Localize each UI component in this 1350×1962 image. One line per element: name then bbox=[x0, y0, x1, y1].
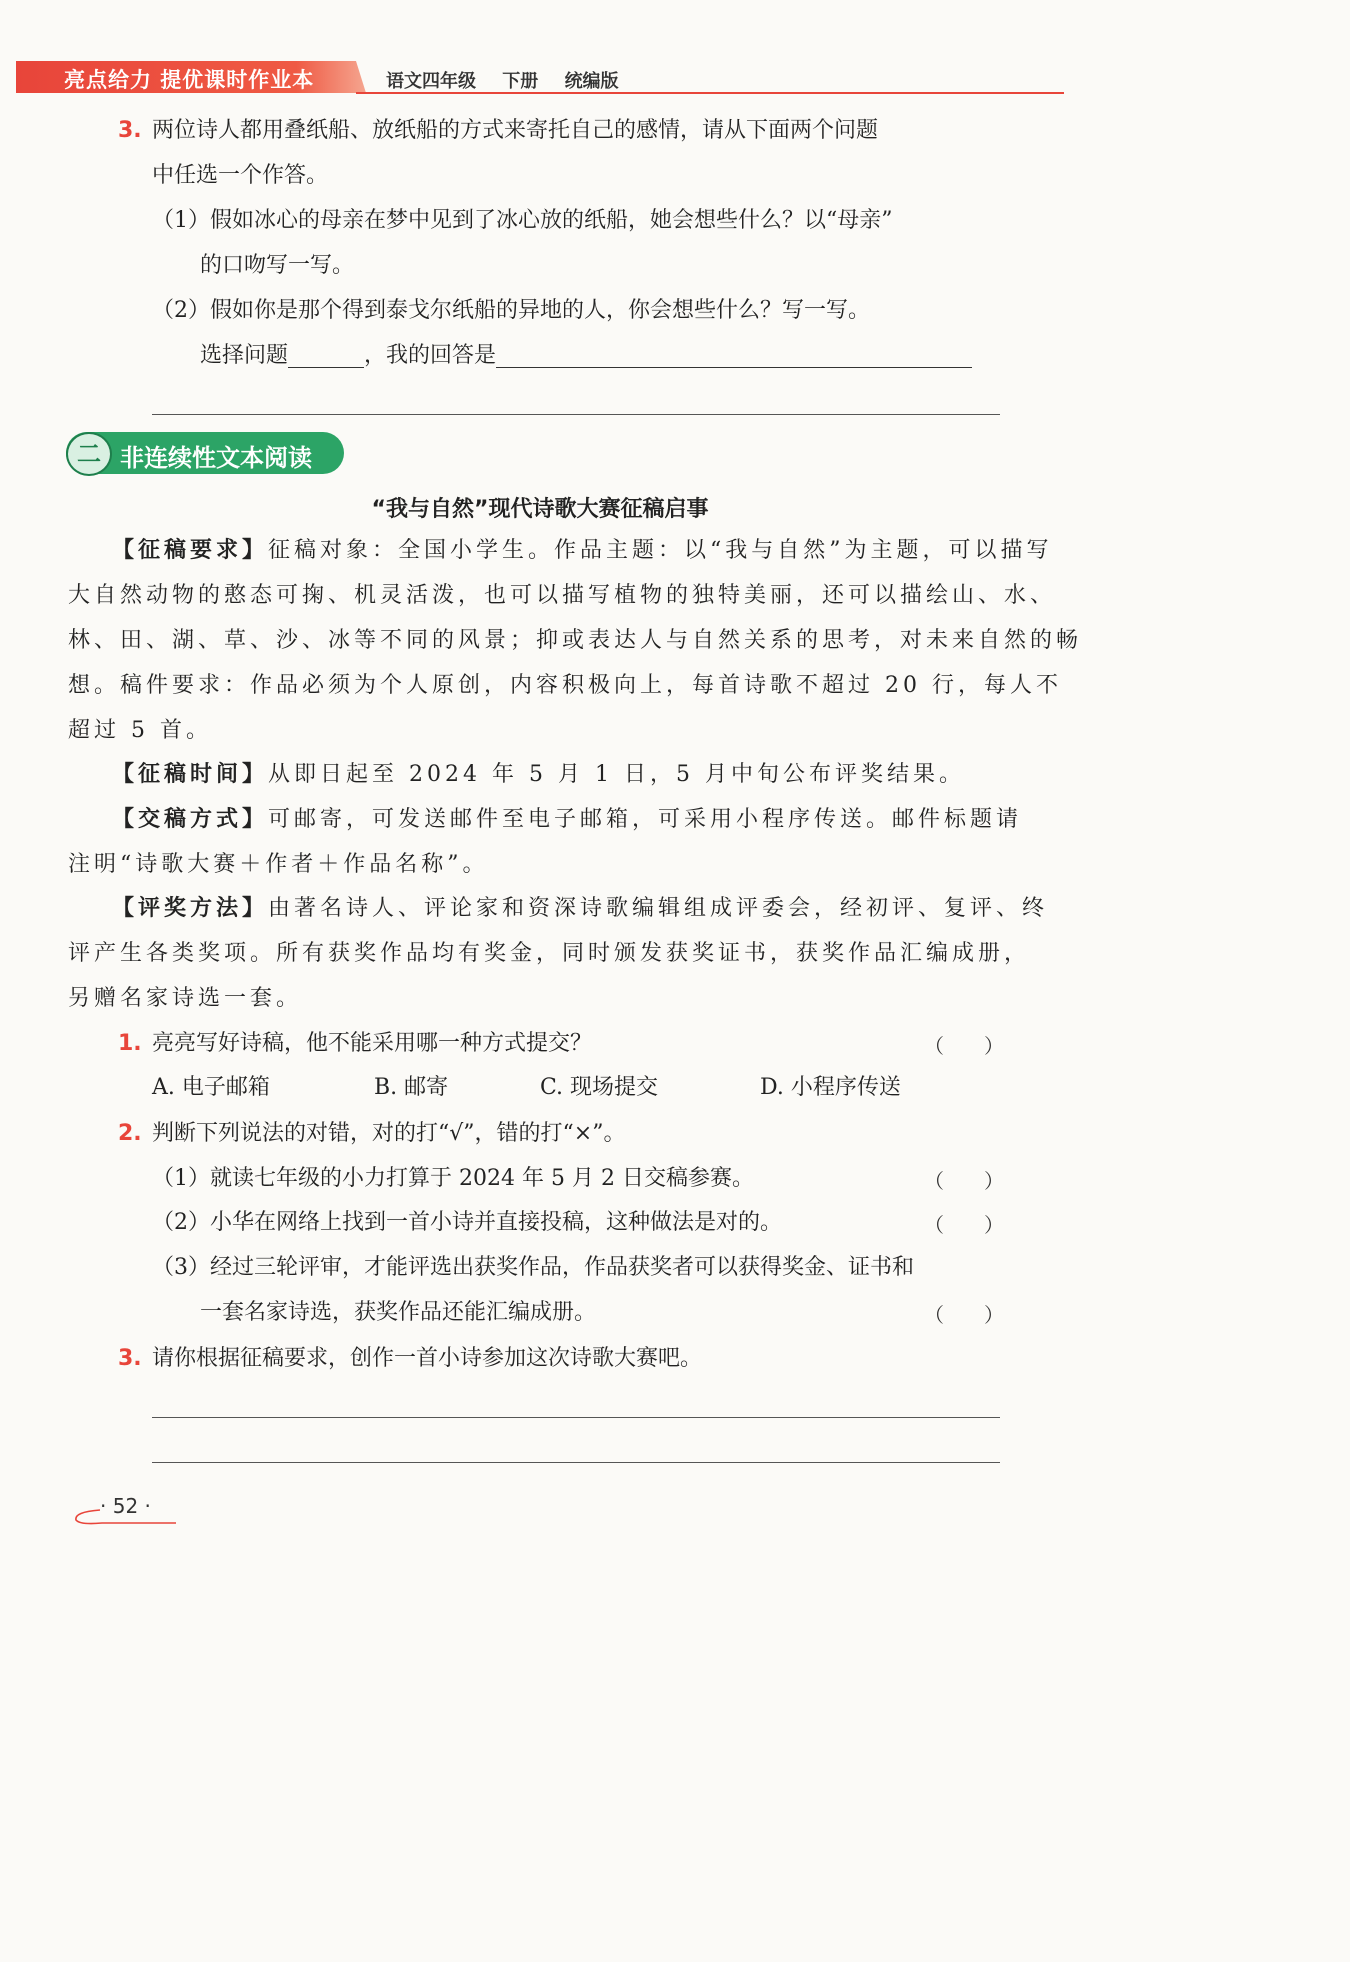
q1-option-b[interactable]: B. 邮寄 bbox=[374, 1075, 449, 1100]
q3-text: 请你根据征稿要求，创作一首小诗参加这次诗歌大赛吧。 bbox=[152, 1346, 703, 1371]
q3-number: 3. bbox=[118, 1346, 142, 1371]
section-title: 非连续性文本阅读 bbox=[120, 444, 312, 472]
method-line2: 注明“诗歌大赛＋作者＋作品名称”。 bbox=[68, 852, 489, 877]
award-line2: 评产生各类奖项。所有获奖作品均有奖金，同时颁发获奖证书，获奖作品汇编成册， bbox=[68, 941, 1031, 966]
q1-line bbox=[118, 1029, 592, 1059]
q2-statement-3-line2: 一套名家诗选，获奖作品还能汇编成册。 bbox=[200, 1300, 597, 1325]
p1-q3-sub2: （2）假如你是那个得到泰戈尔纸船的异地的人，你会想些什么？写一写。 bbox=[152, 298, 870, 323]
poem-line-1[interactable] bbox=[152, 1417, 1000, 1418]
q2-statement-1: （1）就读七年级的小力打算于 2024 年 5 月 2 日交稿参赛。 bbox=[152, 1166, 754, 1191]
q2-statement-2: （2）小华在网络上找到一首小诗并直接投稿，这种做法是对的。 bbox=[152, 1210, 782, 1235]
q1-answer-paren[interactable]: （） bbox=[924, 1034, 1044, 1058]
subject-label: 语文四年级 bbox=[386, 71, 476, 92]
award-text1: 由著名诗人、评论家和资深诗歌编辑组成评委会，经初评、复评、终 bbox=[268, 896, 1049, 921]
q1-text: 亮亮写好诗稿，他不能采用哪一种方式提交？ bbox=[152, 1031, 593, 1056]
q2-s2-paren[interactable]: （） bbox=[924, 1213, 1044, 1237]
method-label: 【交稿方式】 bbox=[112, 807, 269, 832]
p1-q3-line2: 中任选一个作答。 bbox=[152, 163, 329, 188]
choice-blank[interactable] bbox=[288, 345, 364, 368]
p1-q3-number: 3. bbox=[118, 118, 142, 143]
q1-option-d[interactable]: D. 小程序传送 bbox=[760, 1075, 901, 1100]
award-label: 【评奖方法】 bbox=[112, 896, 269, 921]
book-meta bbox=[386, 67, 639, 93]
time-line bbox=[112, 760, 965, 790]
page-header bbox=[16, 61, 1064, 95]
q1-number: 1. bbox=[118, 1031, 142, 1056]
q2-s1-paren[interactable]: （） bbox=[924, 1169, 1044, 1193]
p1-q3-answer-line bbox=[200, 341, 972, 371]
q2-s3-paren[interactable]: （） bbox=[924, 1303, 1044, 1327]
method-line1 bbox=[112, 805, 1022, 835]
q2-statement-3-line1: （3）经过三轮评审，才能评选出获奖作品，作品获奖者可以获得奖金、证书和 bbox=[152, 1255, 914, 1280]
req-text1: 征稿对象：全国小学生。作品主题：以“我与自然”为主题，可以描写 bbox=[268, 538, 1053, 563]
answer-line-2[interactable] bbox=[152, 414, 1000, 415]
section-number-badge: 二 bbox=[66, 432, 112, 476]
req-line3: 林、田、湖、草、沙、冰等不同的风景；抑或表达人与自然关系的思考，对未来自然的畅 bbox=[68, 628, 1083, 653]
q3-line bbox=[118, 1344, 702, 1374]
answer-blank[interactable] bbox=[496, 345, 972, 368]
q1-option-a[interactable]: A. 电子邮箱 bbox=[152, 1075, 270, 1100]
q2-line bbox=[118, 1119, 625, 1149]
time-text: 从即日起至 2024 年 5 月 1 日，5 月中旬公布评奖结果。 bbox=[268, 762, 965, 787]
req-line1 bbox=[112, 536, 1053, 566]
req-line5: 超过 5 首。 bbox=[68, 718, 212, 743]
p1-q3-sub1-line2: 的口吻写一写。 bbox=[200, 253, 355, 278]
req-label: 【征稿要求】 bbox=[112, 538, 269, 563]
req-line4: 想。稿件要求：作品必须为个人原创，内容积极向上，每首诗歌不超过 20 行，每人不 bbox=[68, 673, 1062, 698]
notice-title: “我与自然”现代诗歌大赛征稿启事 bbox=[371, 497, 709, 522]
p1-q3-line1 bbox=[118, 116, 878, 146]
award-line3: 另赠名家诗选一套。 bbox=[68, 986, 303, 1011]
time-label: 【征稿时间】 bbox=[112, 762, 269, 787]
q1-option-c[interactable]: C. 现场提交 bbox=[540, 1075, 659, 1100]
book-brand: 亮点给力 提优课时作业本 bbox=[64, 68, 315, 92]
p1-q3-sub1-line1: （1）假如冰心的母亲在梦中见到了冰心放的纸船，她会想些什么？以“母亲” bbox=[152, 208, 893, 233]
volume-label: 下册 bbox=[502, 71, 539, 92]
poem-line-2[interactable] bbox=[152, 1462, 1000, 1463]
q2-text: 判断下列说法的对错，对的打“√”，错的打“×”。 bbox=[152, 1121, 626, 1146]
header-rule bbox=[356, 92, 1064, 94]
req-line2: 大自然动物的憨态可掬、机灵活泼，也可以描写植物的独特美丽，还可以描绘山、水、 bbox=[68, 583, 1057, 608]
answer-middle: ，我的回答是 bbox=[364, 343, 497, 368]
page-number: · 52 · bbox=[100, 1494, 151, 1518]
answer-prefix: 选择问题 bbox=[200, 343, 289, 368]
edition-label: 统编版 bbox=[564, 71, 619, 92]
award-line1 bbox=[112, 894, 1048, 924]
q2-number: 2. bbox=[118, 1121, 142, 1146]
p1-q3-text: 两位诗人都用叠纸船、放纸船的方式来寄托自己的感情，请从下面两个问题 bbox=[152, 118, 879, 143]
method-text1: 可邮寄，可发送邮件至电子邮箱，可采用小程序传送。邮件标题请 bbox=[268, 807, 1023, 832]
